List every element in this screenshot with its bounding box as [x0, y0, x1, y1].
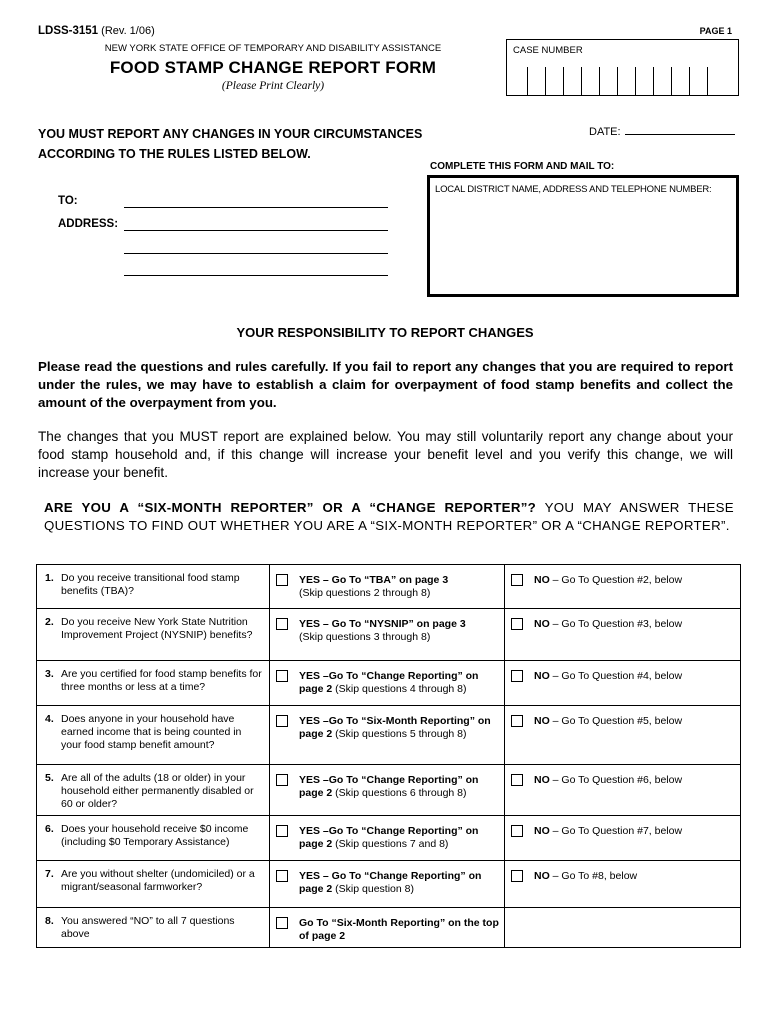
- question-text: You answered “NO” to all 7 questions above: [61, 915, 235, 940]
- question-number: 5.: [45, 772, 54, 784]
- address-line-2[interactable]: [124, 253, 388, 254]
- case-number-box[interactable]: [506, 39, 739, 96]
- case-digit-divider: [563, 67, 564, 95]
- date-line[interactable]: [625, 124, 735, 135]
- no-answer-cell[interactable]: [505, 609, 741, 661]
- must-report-notice: [38, 124, 422, 164]
- question-row: [37, 565, 741, 609]
- question-number: 2.: [45, 616, 54, 628]
- yes-answer-text: [299, 917, 500, 943]
- yes-answer-skip: (Skip questions 3 through 8): [299, 631, 431, 643]
- no-checkbox[interactable]: [511, 774, 523, 786]
- form-number: LDSS-3151: [38, 25, 99, 37]
- no-answer-bold: NO: [534, 870, 550, 882]
- overpayment-warning: Please read the questions and rules carefully. If you fail to report any changes that you are required to report under the rules, we may have to establish a claim for overpayment of food stamp benefits and collect the amount of the overpayment from you.: [38, 359, 733, 410]
- agency-name: NEW YORK STATE OFFICE OF TEMPORARY AND DISABILITY ASSISTANCE: [104, 43, 442, 54]
- reporter-questions-table: [36, 564, 741, 948]
- yes-checkbox[interactable]: [276, 917, 288, 929]
- question-number: 4.: [45, 713, 54, 725]
- yes-answer-bold: YES – Go To “TBA” on page 3: [299, 574, 449, 586]
- date-label: DATE:: [589, 126, 621, 138]
- no-checkbox[interactable]: [511, 825, 523, 837]
- address-label: ADDRESS:: [58, 218, 119, 230]
- no-answer-rest: – Go To #8, below: [549, 870, 638, 882]
- yes-answer-bold: YES –Go To “Six-Month Reporting” on page 2: [299, 715, 491, 740]
- no-answer-cell: [505, 908, 741, 948]
- yes-answer-cell[interactable]: [270, 706, 505, 765]
- print-instruction: (Please Print Clearly): [221, 80, 325, 92]
- mail-to-label: COMPLETE THIS FORM AND MAIL TO:: [430, 161, 615, 172]
- question-cell: [37, 661, 270, 706]
- yes-answer-bold: YES –Go To “Change Reporting” on page 2: [299, 774, 479, 799]
- yes-answer-text: [299, 774, 500, 800]
- no-answer-cell[interactable]: [505, 565, 741, 609]
- question-text: Do you receive transitional food stamp benefits (TBA)?: [61, 572, 240, 597]
- question-text: Are you without shelter (undomiciled) or a migrant/seasonal farmworker?: [61, 868, 255, 893]
- no-answer-bold: NO: [534, 715, 550, 727]
- district-address-box[interactable]: [427, 175, 739, 297]
- no-answer-rest: – Go To Question #2, below: [549, 574, 683, 586]
- case-digit-divider: [599, 67, 600, 95]
- case-digit-divider: [671, 67, 672, 95]
- yes-answer-cell[interactable]: [270, 661, 505, 706]
- yes-answer-cell[interactable]: [270, 609, 505, 661]
- no-answer-bold: NO: [534, 670, 550, 682]
- no-answer-cell[interactable]: [505, 661, 741, 706]
- question-cell: [37, 861, 270, 908]
- yes-answer-text: [299, 574, 500, 600]
- no-answer-cell[interactable]: [505, 706, 741, 765]
- case-digit-divider: [617, 67, 618, 95]
- yes-answer-cell[interactable]: [270, 908, 505, 948]
- yes-answer-bold: YES – Go To “NYSNIP” on page 3: [299, 618, 466, 630]
- question-row: [37, 861, 741, 908]
- no-checkbox[interactable]: [511, 715, 523, 727]
- question-cell: [37, 609, 270, 661]
- case-digit-divider: [527, 67, 528, 95]
- question-number: 3.: [45, 668, 54, 680]
- to-label: TO:: [58, 195, 78, 207]
- yes-answer-text: [299, 715, 500, 741]
- no-answer-rest: – Go To Question #7, below: [549, 825, 683, 837]
- address-line-3[interactable]: [124, 275, 388, 276]
- yes-answer-text: [299, 670, 500, 696]
- district-label: LOCAL DISTRICT NAME, ADDRESS AND TELEPHONE NUMBER:: [435, 184, 712, 195]
- question-row: [37, 765, 741, 816]
- question-cell: [37, 816, 270, 861]
- question-number: 7.: [45, 868, 54, 880]
- case-digit-divider: [653, 67, 654, 95]
- no-answer-cell[interactable]: [505, 861, 741, 908]
- reporter-question-bold: ARE YOU A “SIX-MONTH REPORTER” OR A “CHANGE REPORTER”?: [44, 500, 537, 515]
- yes-checkbox[interactable]: [276, 825, 288, 837]
- case-digit-divider: [689, 67, 690, 95]
- no-answer-text: [534, 670, 736, 683]
- case-digit-divider: [545, 67, 546, 95]
- yes-answer-text: [299, 618, 500, 644]
- date-field[interactable]: [589, 124, 735, 138]
- no-answer-text: [534, 774, 736, 787]
- question-cell: [37, 765, 270, 816]
- form-code: [38, 25, 155, 37]
- question-text: Are you certified for food stamp benefits for three months or less at a time?: [61, 668, 262, 693]
- question-text: Does your household receive $0 income (including $0 Temporary Assistance): [61, 823, 249, 848]
- no-answer-bold: NO: [534, 825, 550, 837]
- reporter-question-rest: YOU MAY ANSWER THESE QUESTIONS TO FIND OUT WHETHER YOU ARE A “SIX-MONTH REPORTER” OR A “CHANGE REPORTER”.: [44, 500, 734, 533]
- no-checkbox[interactable]: [511, 670, 523, 682]
- question-text: Do you receive New York State Nutrition Improvement Project (NYSNIP) benefits?: [61, 616, 253, 641]
- no-answer-text: [534, 715, 736, 728]
- yes-answer-cell[interactable]: [270, 765, 505, 816]
- form-revision: (Rev. 1/06): [101, 25, 155, 37]
- page-number: PAGE 1: [699, 26, 732, 36]
- case-number-label: CASE NUMBER: [513, 45, 583, 56]
- yes-checkbox[interactable]: [276, 574, 288, 586]
- yes-answer-bold: YES –Go To “Change Reporting” on page 2: [299, 825, 479, 850]
- no-checkbox[interactable]: [511, 618, 523, 630]
- voluntary-report-text: The changes that you MUST report are explained below. You may still voluntarily report any change about your food stamp household and, if this change will increase your benefit level and you verify this change, we will increase your benefit.: [38, 429, 733, 480]
- no-answer-cell[interactable]: [505, 765, 741, 816]
- no-answer-text: [534, 618, 736, 631]
- no-answer-cell[interactable]: [505, 816, 741, 861]
- case-digit-divider: [635, 67, 636, 95]
- yes-answer-text: [299, 870, 500, 896]
- yes-checkbox[interactable]: [276, 774, 288, 786]
- yes-answer-cell[interactable]: [270, 861, 505, 908]
- question-row: [37, 661, 741, 706]
- yes-checkbox[interactable]: [276, 618, 288, 630]
- question-row: [37, 609, 741, 661]
- question-number: 8.: [45, 915, 54, 927]
- question-row: [37, 816, 741, 861]
- yes-answer-skip: (Skip questions 5 through 8): [332, 728, 467, 740]
- no-checkbox[interactable]: [511, 574, 523, 586]
- address-line-1[interactable]: [124, 230, 388, 231]
- yes-answer-cell[interactable]: [270, 816, 505, 861]
- no-answer-rest: – Go To Question #3, below: [549, 618, 683, 630]
- question-row: [37, 908, 741, 948]
- no-answer-rest: – Go To Question #5, below: [549, 715, 683, 727]
- yes-answer-cell[interactable]: [270, 565, 505, 609]
- no-answer-bold: NO: [534, 774, 550, 786]
- question-cell: [37, 565, 270, 609]
- no-answer-rest: – Go To Question #4, below: [549, 670, 683, 682]
- yes-answer-skip: (Skip questions 4 through 8): [332, 683, 467, 695]
- no-answer-text: [534, 574, 736, 587]
- yes-answer-skip: (Skip questions 6 through 8): [332, 787, 467, 799]
- yes-answer-bold: Go To “Six-Month Reporting” on the top of page 2: [299, 917, 499, 942]
- question-number: 6.: [45, 823, 54, 835]
- question-cell: [37, 908, 270, 948]
- case-digit-divider: [707, 67, 708, 95]
- no-answer-bold: NO: [534, 618, 550, 630]
- question-number: 1.: [45, 572, 54, 584]
- yes-answer-skip: (Skip question 8): [332, 883, 414, 895]
- must-report-line-2: ACCORDING TO THE RULES LISTED BELOW.: [38, 147, 311, 161]
- yes-checkbox[interactable]: [276, 670, 288, 682]
- no-answer-rest: – Go To Question #6, below: [549, 774, 683, 786]
- no-answer-bold: NO: [534, 574, 550, 586]
- question-row: [37, 706, 741, 765]
- responsibility-heading: YOUR RESPONSIBILITY TO REPORT CHANGES: [236, 325, 534, 340]
- question-cell: [37, 706, 270, 765]
- reporter-question: [44, 499, 734, 535]
- no-checkbox[interactable]: [511, 870, 523, 882]
- no-answer-text: [534, 825, 736, 838]
- yes-answer-bold: YES – Go To “Change Reporting” on page 2: [299, 870, 482, 895]
- case-digit-divider: [581, 67, 582, 95]
- yes-checkbox[interactable]: [276, 870, 288, 882]
- yes-answer-skip: (Skip questions 2 through 8): [299, 587, 431, 599]
- question-text: Are all of the adults (18 or older) in your household either permanently disabled or 60 or older?: [61, 772, 254, 810]
- yes-checkbox[interactable]: [276, 715, 288, 727]
- no-answer-text: [534, 870, 736, 883]
- yes-answer-text: [299, 825, 500, 851]
- yes-answer-bold: YES –Go To “Change Reporting” on page 2: [299, 670, 479, 695]
- must-report-line-1: YOU MUST REPORT ANY CHANGES IN YOUR CIRCUMSTANCES: [38, 127, 423, 141]
- yes-answer-skip: (Skip questions 7 and 8): [332, 838, 449, 850]
- form-title: FOOD STAMP CHANGE REPORT FORM: [109, 58, 437, 77]
- question-text: Does anyone in your household have earned income that is being counted in your food stamp benefit amount?: [61, 713, 242, 751]
- to-line[interactable]: [124, 207, 388, 208]
